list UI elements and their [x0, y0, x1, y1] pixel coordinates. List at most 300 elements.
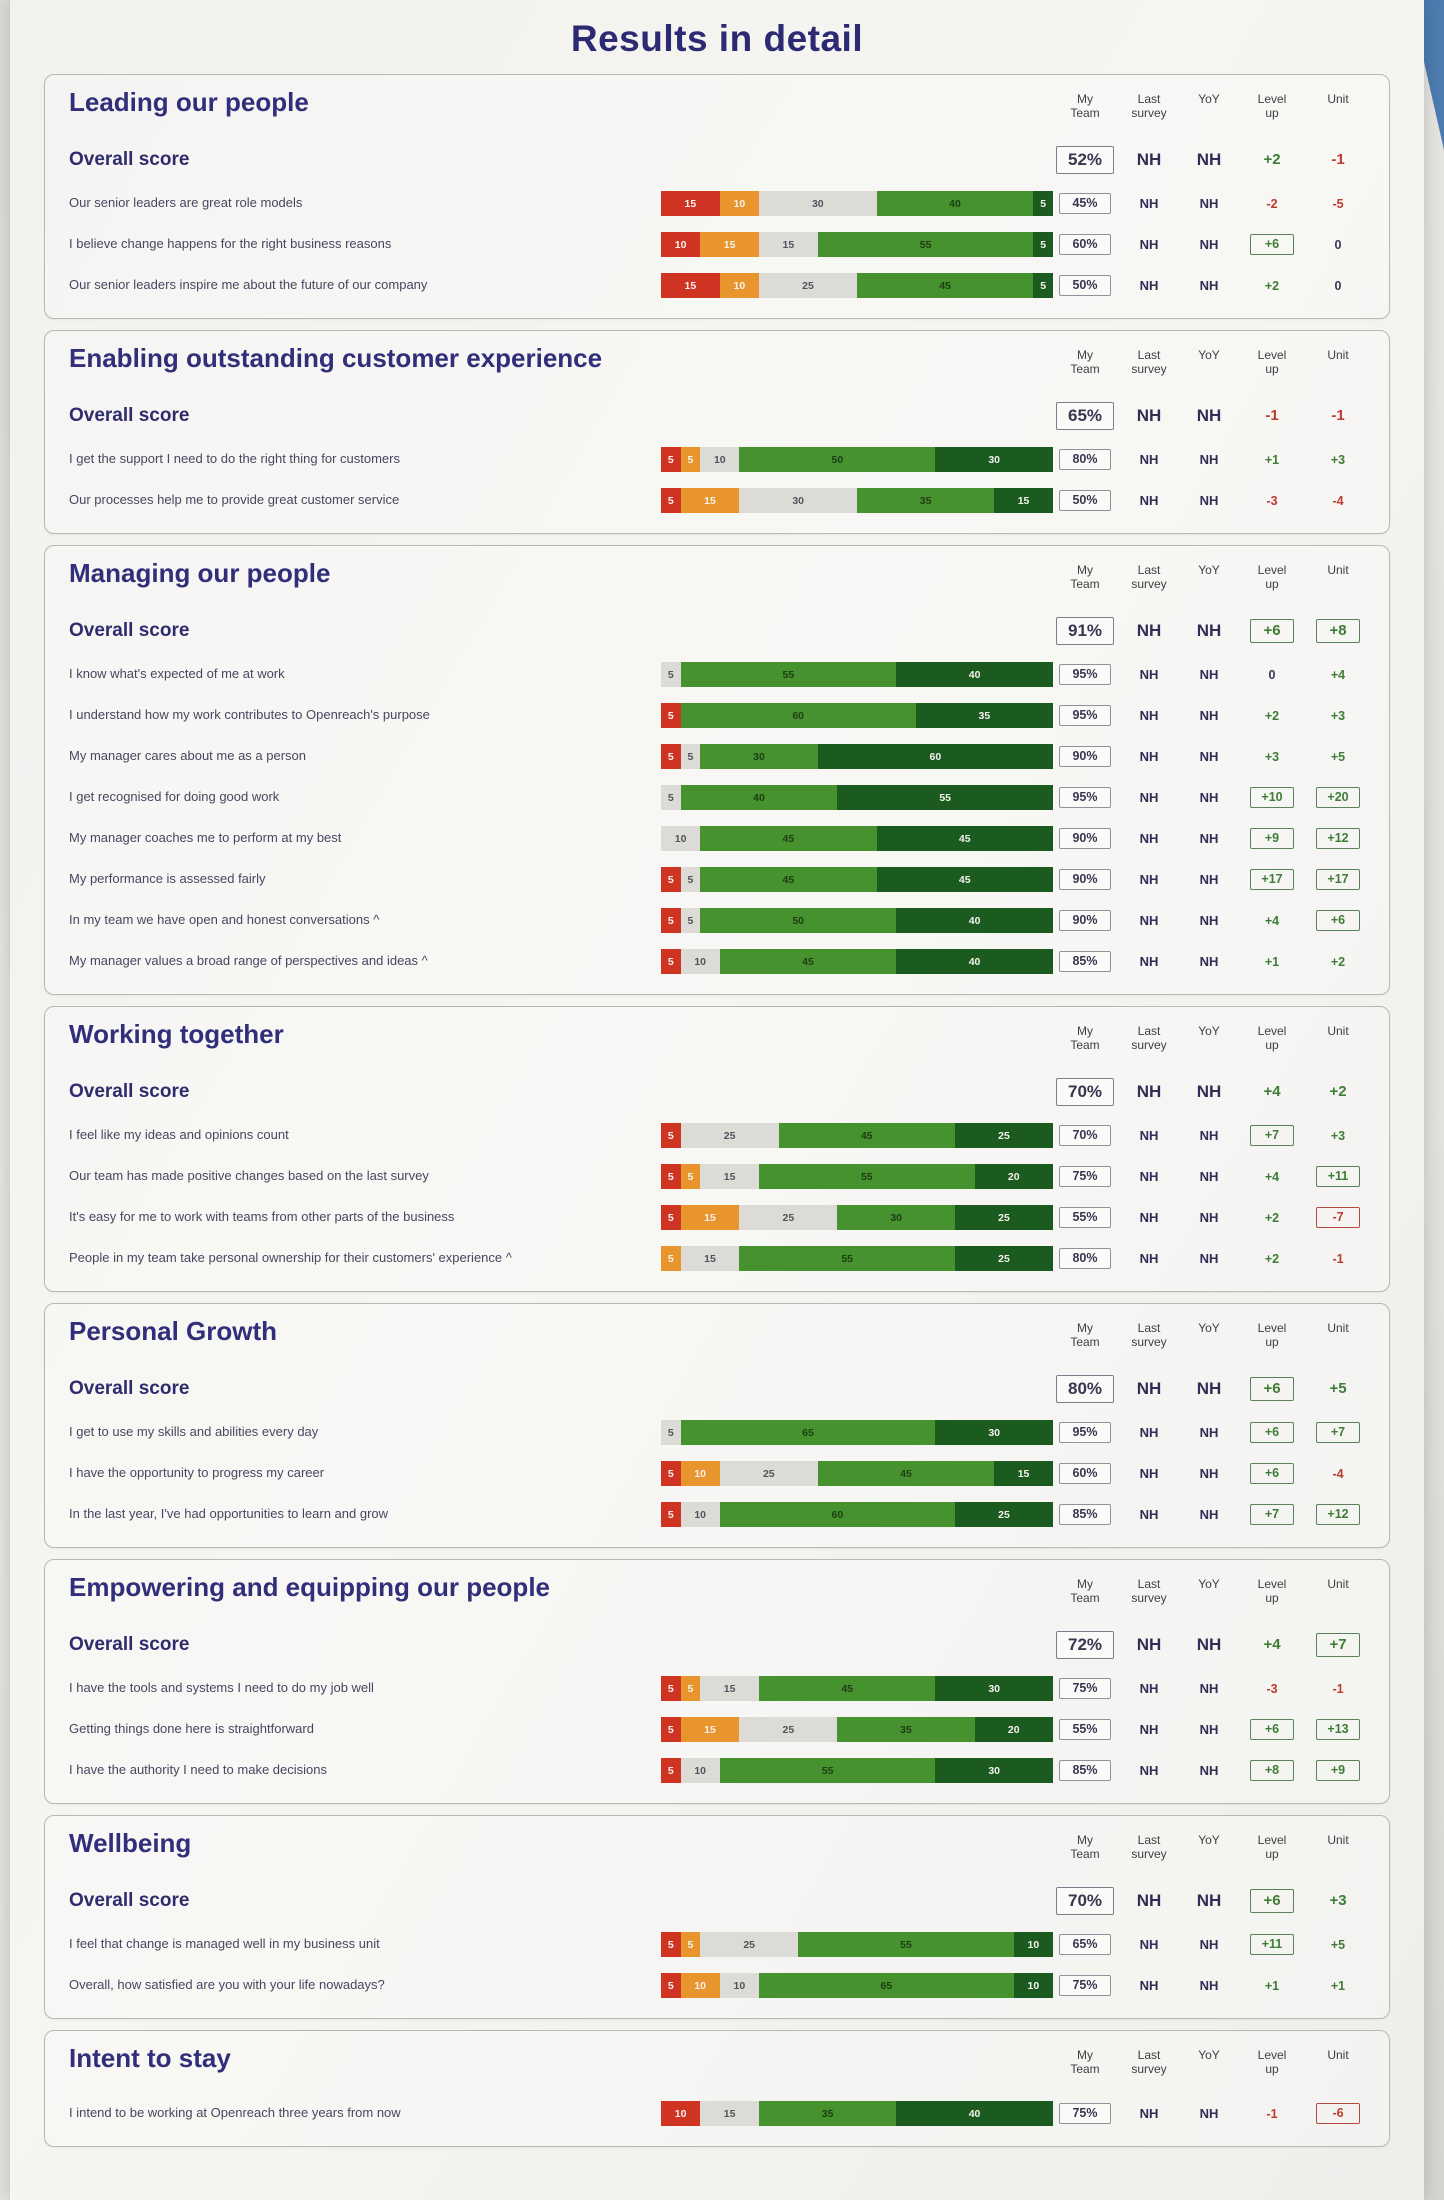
- value-text: NH: [1199, 953, 1219, 969]
- bar-segment-red: [661, 1205, 681, 1230]
- bar-segment-value: 5: [687, 1170, 694, 1183]
- bar-segment-gray: [681, 1123, 779, 1148]
- column-header-yoy: YoY: [1198, 1321, 1220, 1335]
- value-text: NH: [1136, 1634, 1162, 1654]
- bar-segment-green: [700, 908, 896, 933]
- bar-segment-red: [661, 447, 681, 472]
- question-row: [69, 1668, 1369, 1709]
- bar-segment-value: 45: [900, 1467, 912, 1480]
- bar-segment-orange: [681, 488, 740, 513]
- bar-segment-gray: [661, 785, 681, 810]
- value-text: -1: [1332, 1251, 1344, 1266]
- value-text: 65%: [1056, 402, 1114, 430]
- value-text: +4: [1264, 1169, 1280, 1184]
- bar-cell: [661, 949, 1053, 974]
- bar-segment-orange: [700, 232, 759, 257]
- section-title-cell: [69, 85, 661, 118]
- bar-segment-value: 5: [667, 1426, 674, 1439]
- bar-segment-value: 5: [687, 1938, 694, 1951]
- overall-last-survey-value: [1117, 1379, 1181, 1399]
- overall-unit-value: [1307, 151, 1369, 169]
- value-text: 60%: [1059, 234, 1111, 255]
- my-team-value: [1053, 1975, 1117, 1996]
- bar-segment-value: 30: [890, 1211, 903, 1224]
- bar-segment-value: 30: [988, 1764, 1001, 1777]
- bar-segment-value: 5: [667, 453, 674, 466]
- overall-my-team-value: [1053, 146, 1117, 174]
- value-text: NH: [1139, 1209, 1159, 1225]
- bar-segment-value: 40: [968, 668, 981, 681]
- question-text-cell: [69, 1250, 661, 1266]
- yoy-value: [1181, 830, 1237, 848]
- last-survey-value: [1117, 1168, 1181, 1186]
- level-up-value: [1237, 1209, 1307, 1227]
- bar-segment-value: 5: [667, 1723, 674, 1736]
- value-text: NH: [1199, 1977, 1219, 1993]
- column-header-my-team: My Team: [1070, 1577, 1100, 1605]
- value-text: NH: [1196, 1081, 1222, 1101]
- value-text: NH: [1139, 953, 1159, 969]
- overall-score-label: Overall score: [69, 1634, 190, 1655]
- column-header-last-survey: Last survey: [1131, 348, 1167, 376]
- question-row: [69, 439, 1369, 480]
- bar-cell: [661, 1676, 1053, 1701]
- value-text: 85%: [1059, 1760, 1111, 1781]
- section-title: Personal Growth: [69, 1316, 278, 1346]
- section-header-row: [69, 341, 1369, 393]
- value-text: -2: [1266, 196, 1278, 211]
- question-row: [69, 1453, 1369, 1494]
- bar-segment-red: [661, 1758, 681, 1783]
- unit-value: [1307, 1977, 1369, 1995]
- unit-value: [1307, 1207, 1369, 1228]
- value-text: -1: [1266, 2106, 1278, 2121]
- bar-cell: [661, 273, 1053, 298]
- value-text: +5: [1329, 1380, 1347, 1397]
- question-text-cell: [69, 830, 661, 846]
- unit-value: [1307, 1719, 1369, 1740]
- bar-cell: [661, 703, 1053, 728]
- value-text: 90%: [1059, 828, 1111, 849]
- bar-segment-value: 15: [782, 238, 795, 251]
- bar-segment-value: 30: [988, 1682, 1001, 1695]
- bar-segment-dkgreen: [818, 744, 1053, 769]
- value-text: NH: [1139, 1127, 1159, 1143]
- overall-label-cell: [69, 405, 661, 427]
- overall-level-up-value: [1237, 1636, 1307, 1654]
- unit-value: [1307, 707, 1369, 725]
- question-row: [69, 1156, 1369, 1197]
- value-text: 55%: [1059, 1207, 1111, 1228]
- unit-value: [1307, 277, 1369, 295]
- section-title: Managing our people: [69, 558, 331, 588]
- bar-segment-value: 35: [978, 709, 991, 722]
- overall-yoy-value: [1181, 621, 1237, 641]
- bar-segment-dkgreen: [1033, 232, 1053, 257]
- value-text: +3: [1329, 1892, 1347, 1909]
- question-text-cell: [69, 953, 661, 969]
- question-text: Our processes help me to provide great customer service: [69, 492, 400, 508]
- value-text: +11: [1250, 1934, 1294, 1955]
- bar-cell: [661, 662, 1053, 687]
- bar-segment-green: [759, 2101, 896, 2126]
- question-text-cell: [69, 1977, 661, 1993]
- value-text: 95%: [1059, 787, 1111, 808]
- bar-segment-value: 10: [1027, 1979, 1040, 1992]
- value-text: +6: [1316, 910, 1360, 931]
- bar-segment-orange: [681, 447, 701, 472]
- overall-unit-value: [1307, 1892, 1369, 1910]
- bar-segment-value: 25: [998, 1252, 1010, 1265]
- overall-score-label: Overall score: [69, 1081, 190, 1102]
- value-text: NH: [1139, 666, 1159, 682]
- last-survey-value: [1117, 1680, 1181, 1698]
- value-text: +4: [1263, 1083, 1281, 1100]
- bar-segment-gray: [759, 232, 818, 257]
- bar-segment-green: [681, 703, 916, 728]
- last-survey-value: [1117, 1721, 1181, 1739]
- value-text: NH: [1139, 1506, 1159, 1522]
- section-card: [44, 1303, 1390, 1548]
- overall-level-up-value: [1237, 1083, 1307, 1101]
- bar-segment-orange: [681, 1164, 701, 1189]
- overall-score-row: [69, 1622, 1369, 1668]
- stacked-bar: [661, 1205, 1053, 1230]
- yoy-value: [1181, 451, 1237, 469]
- section-card: [44, 74, 1390, 319]
- my-team-value: [1053, 1207, 1117, 1228]
- bar-cell: [661, 1502, 1053, 1527]
- bar-segment-value: 55: [841, 1252, 854, 1265]
- bar-segment-value: 5: [667, 1508, 674, 1521]
- bar-segment-value: 55: [860, 1170, 873, 1183]
- unit-value: [1307, 195, 1369, 213]
- bar-segment-value: 5: [667, 1252, 674, 1265]
- bar-segment-value: 10: [1027, 1938, 1040, 1951]
- section-title: Enabling outstanding customer experience: [69, 343, 603, 373]
- question-row: [69, 1115, 1369, 1156]
- my-team-value: [1053, 746, 1117, 767]
- bar-segment-value: 55: [900, 1938, 912, 1951]
- question-text-cell: [69, 236, 661, 252]
- bar-segment-value: 5: [1040, 238, 1047, 251]
- value-text: +1: [1264, 452, 1280, 467]
- overall-last-survey-value: [1117, 621, 1181, 641]
- question-text-cell: [69, 871, 661, 887]
- value-text: NH: [1199, 707, 1219, 723]
- overall-score-row: [69, 1878, 1369, 1924]
- bar-segment-value: 10: [694, 955, 707, 968]
- level-up-value: [1237, 912, 1307, 930]
- bar-segment-value: 15: [704, 1252, 716, 1265]
- value-text: NH: [1199, 1721, 1219, 1737]
- last-survey-value: [1117, 748, 1181, 766]
- bar-segment-value: 45: [939, 279, 952, 292]
- column-header-my-team: My Team: [1070, 1024, 1100, 1052]
- bar-segment-green: [837, 1717, 974, 1742]
- bar-cell: [661, 908, 1053, 933]
- level-up-value: [1237, 1680, 1307, 1698]
- question-text: I get the support I need to do the right thing for customers: [69, 451, 400, 467]
- column-header-level-up: Level up: [1257, 1321, 1287, 1349]
- bar-segment-value: 25: [743, 1938, 756, 1951]
- column-header-last-survey: Last survey: [1131, 563, 1167, 591]
- value-text: +13: [1316, 1719, 1360, 1740]
- my-team-value: [1053, 1166, 1117, 1187]
- bar-segment-value: 25: [998, 1211, 1010, 1224]
- level-up-value: [1237, 195, 1307, 213]
- column-header-yoy: YoY: [1198, 1024, 1220, 1038]
- question-text-cell: [69, 1465, 661, 1481]
- bar-segment-value: 5: [667, 1129, 674, 1142]
- value-text: NH: [1199, 1936, 1219, 1952]
- last-survey-value: [1117, 1977, 1181, 1995]
- value-text: -1: [1331, 407, 1345, 424]
- column-header-unit: Unit: [1327, 2048, 1349, 2062]
- my-team-value: [1053, 1934, 1117, 1955]
- bar-segment-green: [739, 1246, 955, 1271]
- question-text: My performance is assessed fairly: [69, 871, 266, 887]
- bar-segment-value: 25: [723, 1129, 736, 1142]
- column-header-last-survey: Last survey: [1131, 2048, 1167, 2076]
- value-text: +9: [1316, 1760, 1360, 1781]
- value-text: NH: [1139, 1762, 1159, 1778]
- stacked-bar: [661, 826, 1053, 851]
- my-team-value: [1053, 275, 1117, 296]
- unit-value: [1307, 492, 1369, 510]
- stacked-bar: [661, 1973, 1053, 1998]
- stacked-bar: [661, 1123, 1053, 1148]
- bar-segment-gray: [681, 908, 701, 933]
- bar-segment-value: 10: [733, 279, 746, 292]
- question-text-cell: [69, 1721, 661, 1737]
- unit-value: [1307, 666, 1369, 684]
- bar-segment-value: 25: [998, 1508, 1010, 1521]
- section-header-row: [69, 1017, 1369, 1069]
- bar-segment-value: 20: [1007, 1723, 1020, 1736]
- unit-value: [1307, 1760, 1369, 1781]
- bar-cell: [661, 1461, 1053, 1486]
- bar-segment-red: [661, 949, 681, 974]
- column-header-unit: Unit: [1327, 563, 1349, 577]
- unit-value: [1307, 828, 1369, 849]
- bar-segment-value: 45: [841, 1682, 854, 1695]
- bar-segment-green: [681, 1420, 936, 1445]
- question-text-cell: [69, 1762, 661, 1778]
- value-text: NH: [1199, 451, 1219, 467]
- overall-yoy-value: [1181, 1379, 1237, 1399]
- value-text: 75%: [1059, 1975, 1111, 1996]
- question-text: I intend to be working at Openreach three years from now: [69, 2105, 401, 2121]
- value-text: NH: [1199, 2105, 1219, 2121]
- page-title: Results in detail: [570, 18, 864, 59]
- column-header-unit: Unit: [1327, 1024, 1349, 1038]
- bar-segment-value: 30: [811, 197, 824, 210]
- bar-cell: [661, 447, 1053, 472]
- bar-segment-gray: [759, 273, 857, 298]
- level-up-value: [1237, 451, 1307, 469]
- bar-segment-dkgreen: [1033, 191, 1053, 216]
- value-text: +2: [1264, 1210, 1280, 1225]
- value-text: +3: [1330, 1128, 1346, 1143]
- stacked-bar: [661, 1502, 1053, 1527]
- overall-score-label: Overall score: [69, 405, 190, 426]
- stacked-bar: [661, 1676, 1053, 1701]
- question-text: I get recognised for doing good work: [69, 789, 280, 805]
- stacked-bar: [661, 1717, 1053, 1742]
- bar-segment-gray: [661, 826, 700, 851]
- yoy-value: [1181, 1168, 1237, 1186]
- value-text: NH: [1139, 871, 1159, 887]
- value-text: -7: [1316, 1207, 1360, 1228]
- question-row: [69, 1924, 1369, 1965]
- last-survey-value: [1117, 1465, 1181, 1483]
- column-header-my-team: My Team: [1070, 563, 1100, 591]
- question-row: [69, 736, 1369, 777]
- value-text: +5: [1330, 1937, 1346, 1952]
- question-text: I believe change happens for the right business reasons: [69, 236, 392, 252]
- yoy-value: [1181, 1424, 1237, 1442]
- overall-last-survey-value: [1117, 150, 1181, 170]
- my-team-value: [1053, 1760, 1117, 1781]
- value-text: NH: [1139, 451, 1159, 467]
- last-survey-value: [1117, 1506, 1181, 1524]
- stacked-bar: [661, 908, 1053, 933]
- bar-segment-gray: [720, 1461, 818, 1486]
- value-text: NH: [1136, 149, 1162, 169]
- value-text: +6: [1250, 1889, 1294, 1913]
- last-survey-value: [1117, 277, 1181, 295]
- bar-segment-green: [779, 1123, 955, 1148]
- stacked-bar: [661, 1164, 1053, 1189]
- overall-level-up-value: [1237, 151, 1307, 169]
- yoy-value: [1181, 1127, 1237, 1145]
- overall-yoy-value: [1181, 1082, 1237, 1102]
- value-text: +6: [1250, 1463, 1294, 1484]
- bar-segment-gray: [739, 1717, 837, 1742]
- question-text: In the last year, I've had opportunities to learn and grow: [69, 1506, 389, 1522]
- bar-segment-value: 30: [792, 494, 805, 507]
- bar-segment-value: 5: [687, 914, 694, 927]
- question-text: My manager cares about me as a person: [69, 748, 307, 764]
- value-text: NH: [1199, 1506, 1219, 1522]
- column-header-yoy: YoY: [1198, 1577, 1220, 1591]
- value-text: +7: [1250, 1125, 1294, 1146]
- my-team-value: [1053, 2103, 1117, 2124]
- level-up-value: [1237, 869, 1307, 890]
- column-header-level-up: Level up: [1257, 2048, 1287, 2076]
- value-text: -3: [1266, 1681, 1278, 1696]
- value-text: 70%: [1059, 1125, 1111, 1146]
- section-title-cell: [69, 341, 661, 374]
- overall-yoy-value: [1181, 150, 1237, 170]
- bar-segment-orange: [681, 1973, 720, 1998]
- value-text: NH: [1136, 1081, 1162, 1101]
- bar-segment-gray: [661, 1420, 681, 1445]
- bar-segment-dkgreen: [1014, 1932, 1053, 1957]
- my-team-value: [1053, 705, 1117, 726]
- yoy-value: [1181, 2105, 1237, 2123]
- bar-cell: [661, 1420, 1053, 1445]
- my-team-value: [1053, 1719, 1117, 1740]
- question-text: I get to use my skills and abilities every day: [69, 1424, 319, 1440]
- question-text-cell: [69, 1424, 661, 1440]
- bar-segment-dkgreen: [877, 826, 1053, 851]
- value-text: +6: [1250, 619, 1294, 643]
- value-text: 0: [1334, 278, 1342, 293]
- value-text: 95%: [1059, 705, 1111, 726]
- yoy-value: [1181, 1209, 1237, 1227]
- bar-segment-green: [681, 662, 897, 687]
- value-text: NH: [1199, 748, 1219, 764]
- bar-segment-value: 50: [792, 914, 805, 927]
- bar-segment-dkgreen: [975, 1164, 1053, 1189]
- value-text: +6: [1250, 1377, 1294, 1401]
- last-survey-value: [1117, 912, 1181, 930]
- value-text: 75%: [1059, 1166, 1111, 1187]
- section-card: [44, 1815, 1390, 2019]
- value-text: NH: [1199, 1762, 1219, 1778]
- bar-segment-value: 60: [792, 709, 805, 722]
- bar-segment-value: 10: [674, 238, 687, 251]
- overall-my-team-value: [1053, 402, 1117, 430]
- bar-segment-value: 15: [723, 238, 736, 251]
- bar-segment-gray: [681, 744, 701, 769]
- overall-my-team-value: [1053, 1887, 1117, 1915]
- level-up-value: [1237, 277, 1307, 295]
- level-up-value: [1237, 234, 1307, 255]
- value-text: NH: [1199, 1209, 1219, 1225]
- column-header-my-team: My Team: [1070, 2048, 1100, 2076]
- bar-segment-value: 30: [988, 453, 1001, 466]
- stacked-bar: [661, 1461, 1053, 1486]
- bar-segment-value: 15: [704, 494, 716, 507]
- question-text: I have the tools and systems I need to do my job well: [69, 1680, 374, 1696]
- yoy-value: [1181, 1936, 1237, 1954]
- section-title: Wellbeing: [69, 1828, 192, 1858]
- value-text: NH: [1139, 492, 1159, 508]
- question-text: Our senior leaders are great role models: [69, 195, 303, 211]
- bar-segment-value: 15: [723, 1682, 736, 1695]
- question-row: [69, 1238, 1369, 1279]
- bar-segment-gray: [700, 447, 739, 472]
- value-text: +1: [1264, 1978, 1280, 1993]
- bar-segment-orange: [681, 1676, 701, 1701]
- column-header-my-team: My Team: [1070, 1321, 1100, 1349]
- value-text: +3: [1330, 452, 1346, 467]
- value-text: NH: [1199, 1680, 1219, 1696]
- value-text: NH: [1199, 492, 1219, 508]
- bar-segment-value: 5: [667, 873, 674, 886]
- bar-segment-value: 10: [694, 1979, 707, 1992]
- level-up-value: [1237, 787, 1307, 808]
- value-text: +8: [1316, 619, 1360, 643]
- section-header-row: [69, 1570, 1369, 1622]
- column-header-level-up: Level up: [1257, 348, 1287, 376]
- question-row: [69, 1197, 1369, 1238]
- value-text: NH: [1196, 620, 1222, 640]
- bar-segment-dkgreen: [955, 1246, 1053, 1271]
- bar-segment-red: [661, 232, 700, 257]
- section-title: Working together: [69, 1019, 284, 1049]
- value-text: +2: [1329, 1083, 1347, 1100]
- column-header-last-survey: Last survey: [1131, 1024, 1167, 1052]
- bar-segment-value: 5: [667, 1170, 674, 1183]
- overall-score-row: [69, 608, 1369, 654]
- bar-segment-value: 5: [687, 750, 694, 763]
- last-survey-value: [1117, 1127, 1181, 1145]
- last-survey-value: [1117, 492, 1181, 510]
